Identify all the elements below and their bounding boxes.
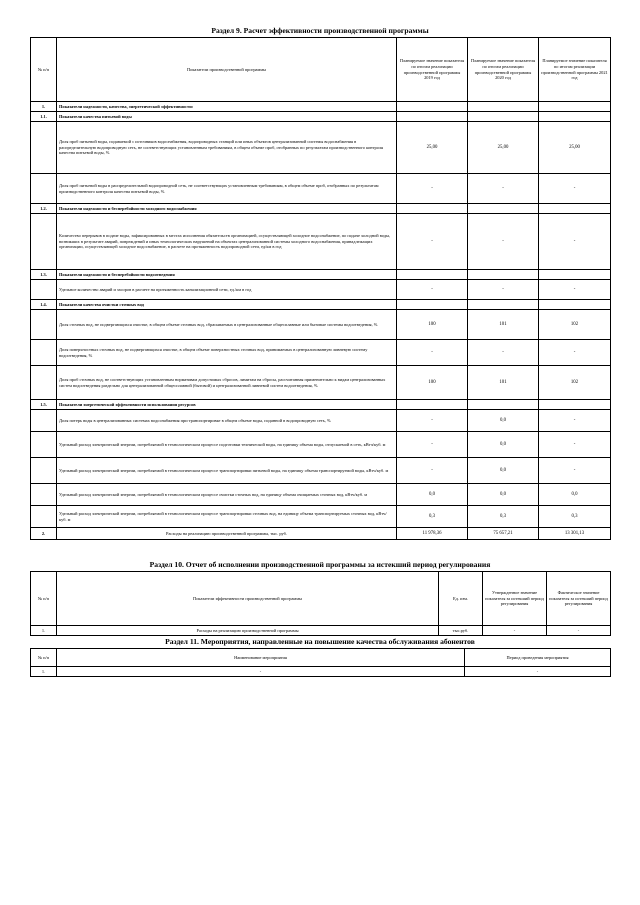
row-number [31,214,57,270]
row-number [31,458,57,484]
row-label: Расходы на реализацию производственной программы, тыс. руб. [57,528,397,540]
table-row [31,410,611,432]
value-2021: - [539,410,611,432]
section-row [31,270,611,280]
value-2021: - [539,458,611,484]
value-2020: - [468,280,539,300]
value-2021 [539,102,611,112]
value-2019 [397,300,468,310]
value-2021 [539,270,611,280]
value-2021: - [539,280,611,300]
row-label: Доля сточных вод, не подвергающихся очистке, в общем объеме сточных вод, сбрасываемых в централизованные общесплавные или бытовые системы водоотведения, % [57,310,397,340]
value-2020: 0,3 [468,506,539,528]
value-2021: - [539,174,611,204]
row-label: Доля потерь воды в централизованных системах водоснабжения при транспортировке в общем объеме воды, поданной в водопроводную сеть, % [57,410,397,432]
row-approved: - [483,626,547,636]
value-2021: 102 [539,310,611,340]
table-row [31,458,611,484]
row-number [31,174,57,204]
row-label: Удельный расход электрической энергии, потребляемой в технологическом процессе подготовки технической воды, на единицу объема воды, отпускаемой в сеть, кВтч/куб. м [57,432,397,458]
row-period: - [465,667,611,677]
row-number [31,366,57,400]
row-label: Удельный расход электрической энергии, потребляемой в технологическом процессе транспортировки питьевой воды, на единицу объема транспортируемой воды, кВтч/куб. м [57,458,397,484]
value-2020: - [468,214,539,270]
row-label: Показатели надежности и бесперебойности холодного водоснабжения [57,204,397,214]
row-unit: тыс.руб. [439,626,483,636]
value-2020: 0,0 [468,432,539,458]
row-label: Расходы на реализацию производственной программы [57,626,439,636]
section-row [31,300,611,310]
row-number: 1. [31,667,57,677]
header-approved: Утвержденное значение показателя за истекший период регулирования [483,572,547,626]
value-2019: - [397,432,468,458]
row-label: Удельный расход электрической энергии, потребляемой в технологическом процессе транспортировки сточных вод, на единицу объема транспортируемых сточных вод, кВтч/куб. м [57,506,397,528]
row-label: Удельный расход электрической энергии, потребляемой в технологическом процессе очистки сточных вод, на единицу объема очищаемых сточных вод, кВтч/куб. м [57,484,397,506]
row-actual: - [547,626,611,636]
table-row [31,122,611,174]
table-row [31,432,611,458]
value-2021 [539,300,611,310]
value-2020: - [468,174,539,204]
value-2021: 102 [539,366,611,400]
value-2020: 0,0 [468,484,539,506]
value-2021: - [539,214,611,270]
value-2019: - [397,174,468,204]
row-label: Доля проб питьевой воды в распределительной водопроводной сеть, не соответствующих установленным требованиям, в общем объеме проб, отобранных по результатам производственного контроля качества питьевой воды, % [57,174,397,204]
value-2019 [397,102,468,112]
row-number [31,432,57,458]
row-number: 1. [31,102,57,112]
row-number: 1.2. [31,204,57,214]
row-number: 1.5. [31,400,57,410]
value-2020: - [468,340,539,366]
efficiency-table [30,37,611,540]
value-2019: 25,00 [397,122,468,174]
value-2020 [468,400,539,410]
section-row [31,102,611,112]
table-row [31,366,611,400]
value-2021 [539,204,611,214]
value-2020 [468,300,539,310]
value-2019: - [397,280,468,300]
header-2020: Планируемое значение показателя по итогам реализации производственной программы 2020 год [468,38,539,102]
row-name: - [57,667,465,677]
table-row [31,506,611,528]
value-2019: 11 978,36 [397,528,468,540]
row-label: Показатели качества очистки сточных вод [57,300,397,310]
table-row [31,340,611,366]
efficiency-table-body [31,102,611,540]
value-2021 [539,400,611,410]
section-11-title: Раздел 11. Мероприятия, направленные на повышение качества обслуживания абонентов [165,637,475,646]
value-2021: 25,00 [539,122,611,174]
row-label: Доля поверхностных сточных вод, не подвергающихся очистке, в общем объеме поверхностных сточных вод, принимаемых в централизованную ливневую систему водоотведения, % [57,340,397,366]
value-2021: 13 301,13 [539,528,611,540]
table-row [31,174,611,204]
section-10-title: Раздел 10. Отчет об исполнении производственной программы за истекший период регулирования [149,560,491,569]
row-number: 1.1. [31,112,57,122]
value-2021: 0,3 [539,506,611,528]
value-2019 [397,270,468,280]
value-2020: 75 657,21 [468,528,539,540]
header-indicator: Показатели производственной программы [57,38,397,102]
value-2019: - [397,458,468,484]
value-2020: 0,0 [468,458,539,484]
section-9-title: Раздел 9. Расчет эффективности производственной программы [211,26,429,35]
value-2020: 101 [468,366,539,400]
value-2019: - [397,214,468,270]
value-2021 [539,112,611,122]
header-no: № п/п [31,38,57,102]
table-row [31,667,611,677]
row-number [31,484,57,506]
row-number [31,340,57,366]
value-2019: 0,3 [397,506,468,528]
header-no: № п/п [31,649,57,667]
value-2021: 0,0 [539,484,611,506]
row-number [31,506,57,528]
value-2019 [397,204,468,214]
row-label: Доля проб сточных вод, не соответствующих установленным нормативам допустимых сбросов, лимитам на сбросы, рассчитанная применительно к видам централизованных систем водоотведения раздельно для централизованной общесплавной (бытовой) и централизованной ливневой систем водоотведения, % [57,366,397,400]
value-2019: - [397,340,468,366]
value-2020 [468,112,539,122]
row-label: Показатели надежности и бесперебойности водоотведения [57,270,397,280]
row-label: Показатели надежности, качества, энергетической эффективности: [57,102,397,112]
section-row [31,400,611,410]
value-2019: - [397,410,468,432]
value-2019: 100 [397,366,468,400]
header-no: № п/п [31,572,57,626]
table-row [31,214,611,270]
value-2020: 0,0 [468,410,539,432]
table-row [31,626,611,636]
row-label: Доля проб питьевой воды, подаваемой с источников водоснабжения, водопроводных станций или иных объектов централизованной системы водоснабжения в распределительную водопроводную сеть, не соответствующих установленным требованиям, в общем объеме проб, отобранных по результатам производственного контроля качества питьевой воды, % [57,122,397,174]
value-2020 [468,102,539,112]
row-number: 1.3. [31,270,57,280]
value-2019: 0,0 [397,484,468,506]
section-row [31,204,611,214]
value-2019 [397,400,468,410]
value-2019 [397,112,468,122]
value-2020: 25,00 [468,122,539,174]
table-row [31,280,611,300]
header-indicator: Показатели эффективности производственной программы [57,572,439,626]
header-name: Наименование мероприятия [57,649,465,667]
row-label: Количество перерывов в подаче воды, зафиксированных в местах исполнения обязательств организацией, осуществляющей холодное водоснабжение, по подаче холодной воды, возникших в результате аварий, повреждений и иных технологических нарушений на объектах централизованной системы холодного водоснабжения, принадлежащих организации, осуществляющей холодное водоснабжение, в расчете на протяженность водопроводной сети, ед/км в год [57,214,397,270]
row-number: 2. [31,528,57,540]
row-number [31,310,57,340]
header-unit: Ед. изм. [439,572,483,626]
header-2019: Планируемое значение показателя по итогам реализации производственной программы 2019 год [397,38,468,102]
value-2021: - [539,340,611,366]
table-row [31,310,611,340]
row-label: Показатели энергетической эффективности использования ресурсов [57,400,397,410]
row-label: Показатели качества питьевой воды [57,112,397,122]
row-number [31,410,57,432]
row-number: 1. [31,626,57,636]
value-2021: - [539,432,611,458]
row-number: 1.4. [31,300,57,310]
header-2021: Планируемое значение показателя по итогам реализации производственной программы 2021 год [539,38,611,102]
row-number [31,280,57,300]
table-row [31,484,611,506]
table-row [31,528,611,540]
value-2020: 101 [468,310,539,340]
section-row [31,112,611,122]
report-table [30,571,611,636]
row-number [31,122,57,174]
header-period: Период проведения мероприятия [465,649,611,667]
value-2020 [468,204,539,214]
value-2020 [468,270,539,280]
measures-table [30,648,611,677]
header-actual: Фактическое значение показателя за истекший период регулирования [547,572,611,626]
value-2019: 100 [397,310,468,340]
row-label: Удельное количество аварий и засоров в расчете на протяженность канализационной сети, ед./км в год [57,280,397,300]
